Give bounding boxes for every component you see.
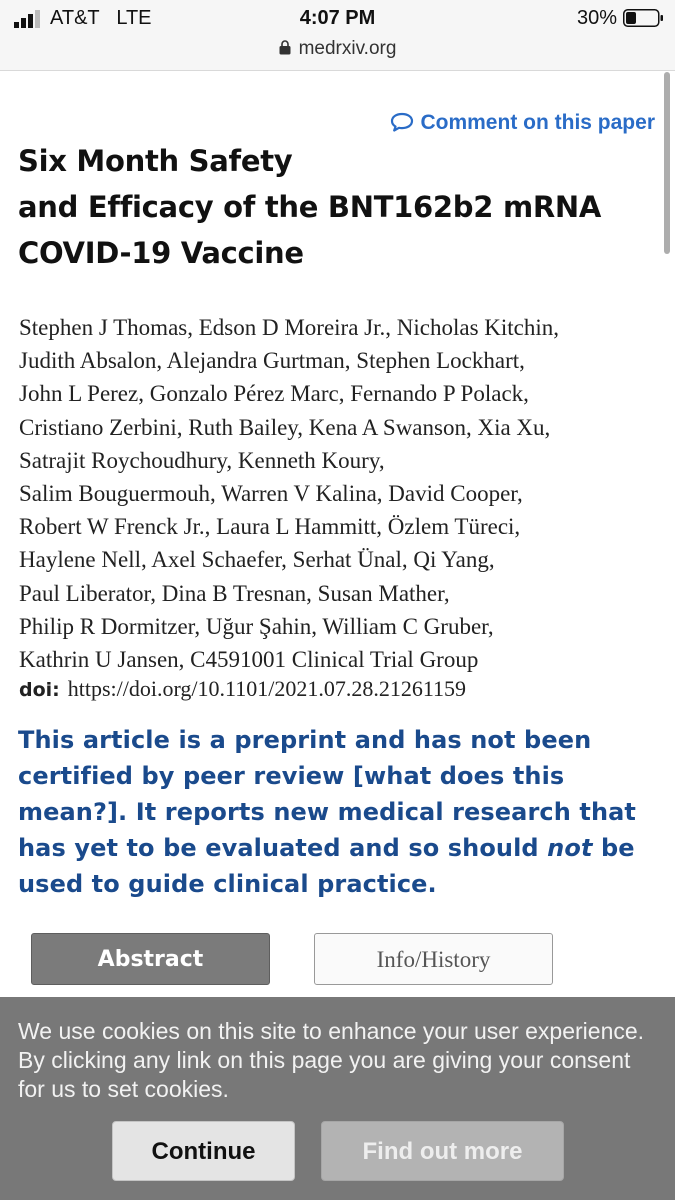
- page-scrollbar[interactable]: [664, 72, 670, 254]
- battery-percent: 30%: [576, 7, 617, 29]
- tab-info-history[interactable]: Info/History: [314, 933, 553, 985]
- continue-button[interactable]: Continue: [112, 1121, 295, 1181]
- notice-text: This article is a preprint and has not been certified by peer review [what does this mean?]. It reports new medical research that has yet to be evaluated and so should: [18, 726, 637, 862]
- doi-row: [19, 676, 466, 702]
- clock: 4:07 PM: [299, 7, 376, 29]
- battery-icon: [623, 9, 663, 27]
- author-line[interactable]: Paul Liberator, Dina B Tresnan, Susan Mather,: [19, 580, 450, 606]
- author-line[interactable]: Cristiano Zerbini, Ruth Bailey, Kena A Swanson, Xia Xu,: [19, 414, 551, 440]
- lock-icon: [279, 40, 291, 55]
- author-line[interactable]: Kathrin U Jansen, C4591001 Clinical Trial Group: [19, 647, 479, 673]
- find-out-more-button[interactable]: Find out more: [321, 1121, 564, 1181]
- author-line[interactable]: Stephen J Thomas, Edson D Moreira Jr., Nicholas Kitchin,: [19, 315, 560, 340]
- address-bar[interactable]: [0, 38, 675, 60]
- comment-on-paper-link[interactable]: [390, 111, 655, 135]
- comment-link-label: Comment on this paper: [420, 111, 655, 134]
- comment-bubble-icon: [390, 112, 414, 132]
- notice-text-end: be used to guide clinical practice.: [18, 834, 635, 898]
- cookie-message: We use cookies on this site to enhance your user experience. By clicking any link on this page you are giving your consent for us to set cookies.: [18, 1018, 645, 1102]
- ios-status-bar: [0, 0, 675, 71]
- title-line: and Efficacy of the BNT162b2 mRNA: [18, 190, 602, 224]
- title-line: COVID-19 Vaccine: [18, 236, 304, 270]
- author-line[interactable]: Robert W Frenck Jr., Laura L Hammitt, Özlem Türeci,: [19, 514, 521, 540]
- article-tabs: [0, 933, 675, 987]
- preprint-notice: [18, 722, 658, 902]
- cookie-banner: [0, 997, 675, 1200]
- title-line: Six Month Safety: [18, 144, 293, 178]
- tab-abstract[interactable]: Abstract: [31, 933, 270, 985]
- article-title: [18, 138, 658, 276]
- author-line[interactable]: Salim Bouguermouh, Warren V Kalina, David Cooper,: [19, 481, 523, 507]
- url-text: medrxiv.org: [298, 38, 397, 59]
- author-line[interactable]: Satrajit Roychoudhury, Kenneth Koury,: [19, 447, 385, 473]
- author-line[interactable]: John L Perez, Gonzalo Pérez Marc, Fernando P Polack,: [19, 381, 529, 407]
- notice-emphasis: not: [547, 834, 593, 862]
- author-line[interactable]: Judith Absalon, Alejandra Gurtman, Stephen Lockhart,: [19, 348, 525, 374]
- network-type: LTE: [116, 7, 152, 29]
- carrier-name: AT&T: [50, 7, 100, 29]
- author-list: [19, 311, 659, 676]
- doi-link[interactable]: https://doi.org/10.1101/2021.07.28.21261159: [67, 676, 467, 701]
- doi-label: doi:: [19, 679, 60, 701]
- author-line[interactable]: Haylene Nell, Axel Schaefer, Serhat Ünal, Qi Yang,: [19, 547, 495, 573]
- author-line[interactable]: Philip R Dormitzer, Uğur Şahin, William C Gruber,: [19, 613, 494, 639]
